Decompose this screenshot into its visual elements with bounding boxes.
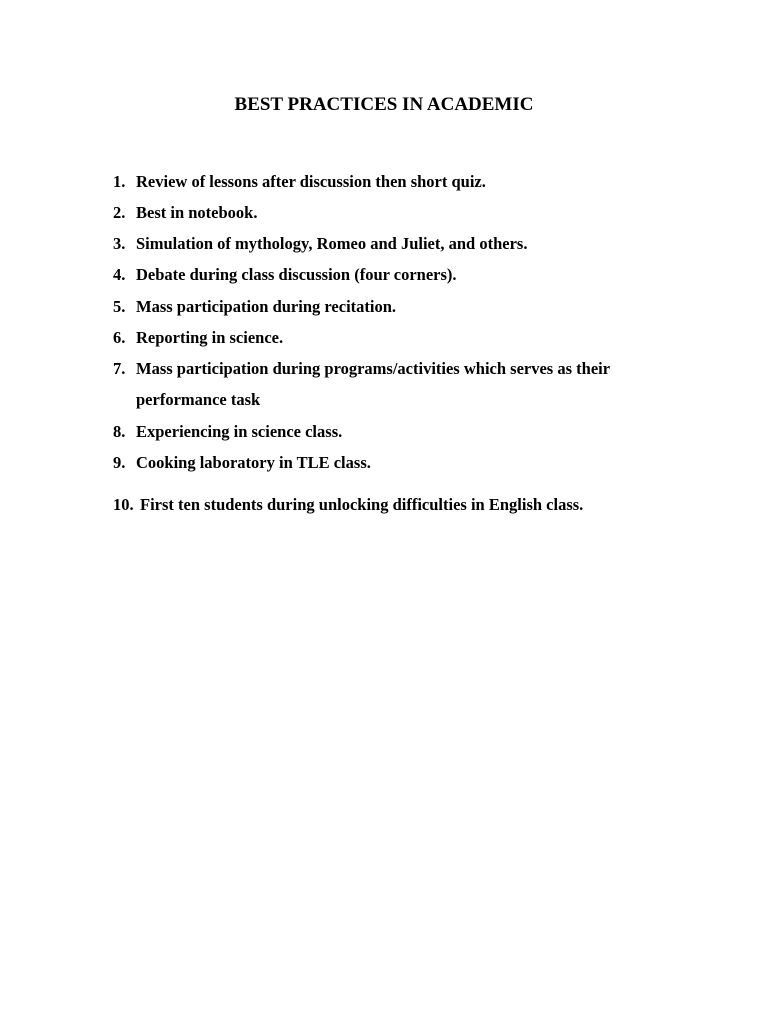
list-item-text: First ten students during unlocking difficulties in English class. [140, 495, 584, 514]
list-item-number: 2. [113, 203, 126, 222]
list-item-text: Review of lessons after discussion then short quiz. [136, 172, 486, 191]
list-item-text: Debate during class discussion (four corners). [136, 265, 457, 284]
list-item-text: Mass participation during programs/activities which serves as their performance task [136, 359, 610, 409]
list-item-text: Cooking laboratory in TLE class. [136, 453, 371, 472]
list-item-number: 8. [113, 422, 126, 441]
list-item [113, 197, 673, 228]
list-item-number: 4. [113, 265, 126, 284]
list-item-number: 10. [113, 495, 134, 514]
list-item [113, 259, 673, 290]
list-item-text: Mass participation during recitation. [136, 297, 397, 316]
list-item [113, 166, 673, 197]
list-item-text: Experiencing in science class. [136, 422, 343, 441]
list-item [113, 416, 673, 447]
list-item [113, 447, 673, 478]
document-title: BEST PRACTICES IN ACADEMIC [234, 94, 534, 115]
list-item-number: 3. [113, 234, 126, 253]
list-item-text: Reporting in science. [136, 328, 284, 347]
list-item-text: Best in notebook. [136, 203, 258, 222]
list-item [113, 228, 673, 259]
list-item-text: Simulation of mythology, Romeo and Juliet, and others. [136, 234, 528, 253]
list-item-number: 7. [113, 359, 126, 378]
list-item [113, 489, 673, 520]
list-item [113, 322, 673, 353]
list-item-number: 1. [113, 172, 126, 191]
list-item [113, 291, 673, 322]
list-item-number: 9. [113, 453, 126, 472]
list-item-number: 5. [113, 297, 126, 316]
list-item [113, 353, 673, 415]
list-item-number: 6. [113, 328, 126, 347]
